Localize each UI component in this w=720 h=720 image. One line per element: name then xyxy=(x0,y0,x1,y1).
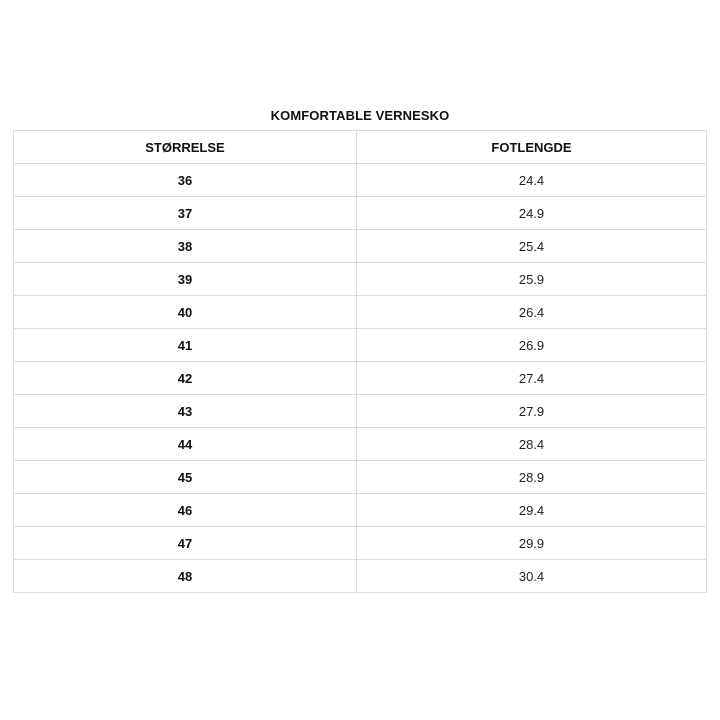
size-cell: 48 xyxy=(14,560,357,593)
table-row xyxy=(14,395,707,428)
size-cell: 43 xyxy=(14,395,357,428)
header-size: STØRRELSE xyxy=(14,131,357,164)
size-cell: 45 xyxy=(14,461,357,494)
foot-length-cell: 26.4 xyxy=(357,296,707,329)
size-cell: 37 xyxy=(14,197,357,230)
table-title: KOMFORTABLE VERNESKO xyxy=(270,108,450,123)
table-row xyxy=(14,494,707,527)
size-cell: 47 xyxy=(14,527,357,560)
size-cell: 46 xyxy=(14,494,357,527)
table-row xyxy=(14,560,707,593)
header-foot-length: FOTLENGDE xyxy=(357,131,707,164)
foot-length-cell: 27.9 xyxy=(357,395,707,428)
foot-length-cell: 24.4 xyxy=(357,164,707,197)
foot-length-cell: 29.4 xyxy=(357,494,707,527)
table-row xyxy=(14,230,707,263)
size-cell: 40 xyxy=(14,296,357,329)
table-row xyxy=(14,527,707,560)
foot-length-cell: 27.4 xyxy=(357,362,707,395)
table-row xyxy=(14,263,707,296)
table-header xyxy=(14,131,707,164)
header-row xyxy=(14,131,707,164)
table-row xyxy=(14,164,707,197)
table-row xyxy=(14,329,707,362)
size-chart-table xyxy=(13,130,707,593)
foot-length-cell: 30.4 xyxy=(357,560,707,593)
table-body xyxy=(14,164,707,593)
table-row xyxy=(14,428,707,461)
foot-length-cell: 26.9 xyxy=(357,329,707,362)
size-cell: 42 xyxy=(14,362,357,395)
foot-length-cell: 28.4 xyxy=(357,428,707,461)
size-cell: 38 xyxy=(14,230,357,263)
foot-length-cell: 28.9 xyxy=(357,461,707,494)
foot-length-cell: 25.4 xyxy=(357,230,707,263)
table-row xyxy=(14,296,707,329)
table-row xyxy=(14,362,707,395)
size-cell: 44 xyxy=(14,428,357,461)
foot-length-cell: 24.9 xyxy=(357,197,707,230)
foot-length-cell: 29.9 xyxy=(357,527,707,560)
size-cell: 39 xyxy=(14,263,357,296)
foot-length-cell: 25.9 xyxy=(357,263,707,296)
table-row xyxy=(14,197,707,230)
size-cell: 36 xyxy=(14,164,357,197)
table-row xyxy=(14,461,707,494)
size-cell: 41 xyxy=(14,329,357,362)
